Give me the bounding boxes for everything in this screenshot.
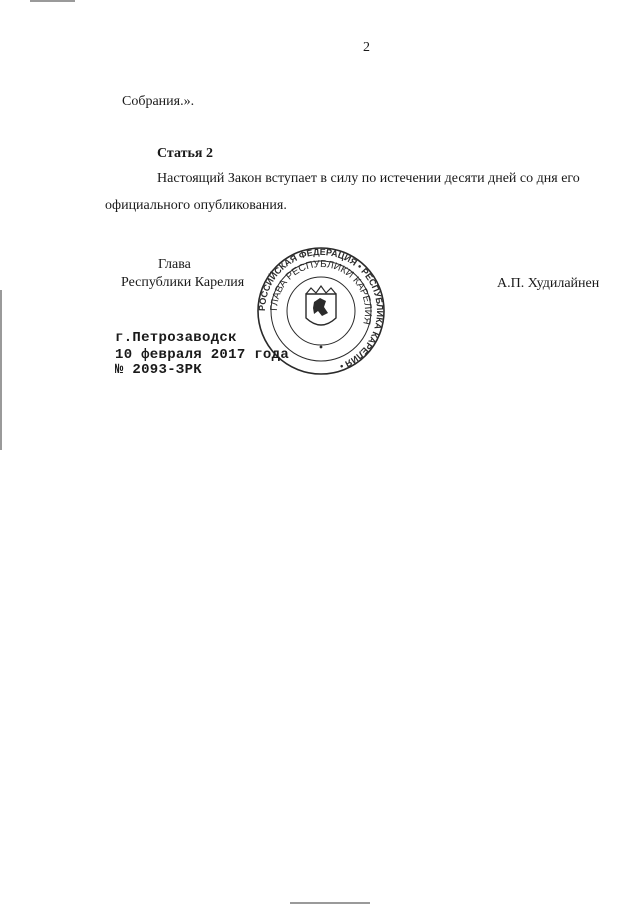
left-edge-mark	[0, 290, 2, 450]
article-heading: Статья 2	[157, 146, 213, 161]
stamp-number: № 2093-ЗРК	[115, 362, 203, 378]
stamp-city: г.Петрозаводск	[115, 330, 237, 346]
stamp-date: 10 февраля 2017 года	[115, 347, 290, 363]
signer-name: А.П. Худилайнен	[497, 276, 600, 291]
coat-of-arms-icon	[306, 286, 336, 325]
signature-title-line-2: Республики Карелия	[121, 275, 245, 290]
continuation-text: Собрания.».	[122, 94, 195, 109]
bottom-edge-mark	[290, 902, 370, 904]
seal-inner-text: ГЛАВА РЕСПУБЛИКИ КАРЕЛИЯ	[268, 258, 374, 326]
signature-title-line-1: Глава	[158, 257, 191, 272]
page-number: 2	[363, 40, 370, 55]
article-text-line-1: Настоящий Закон вступает в силу по истечении десяти дней со дня его	[157, 171, 580, 186]
top-edge-mark	[30, 0, 75, 2]
article-text-line-2: официального опубликования.	[105, 198, 287, 213]
seal-outer-text: РОССИЙСКАЯ ФЕДЕРАЦИЯ • РЕСПУБЛИКА КАРЕЛИЯ •	[256, 246, 386, 372]
seal-dot	[320, 346, 323, 349]
